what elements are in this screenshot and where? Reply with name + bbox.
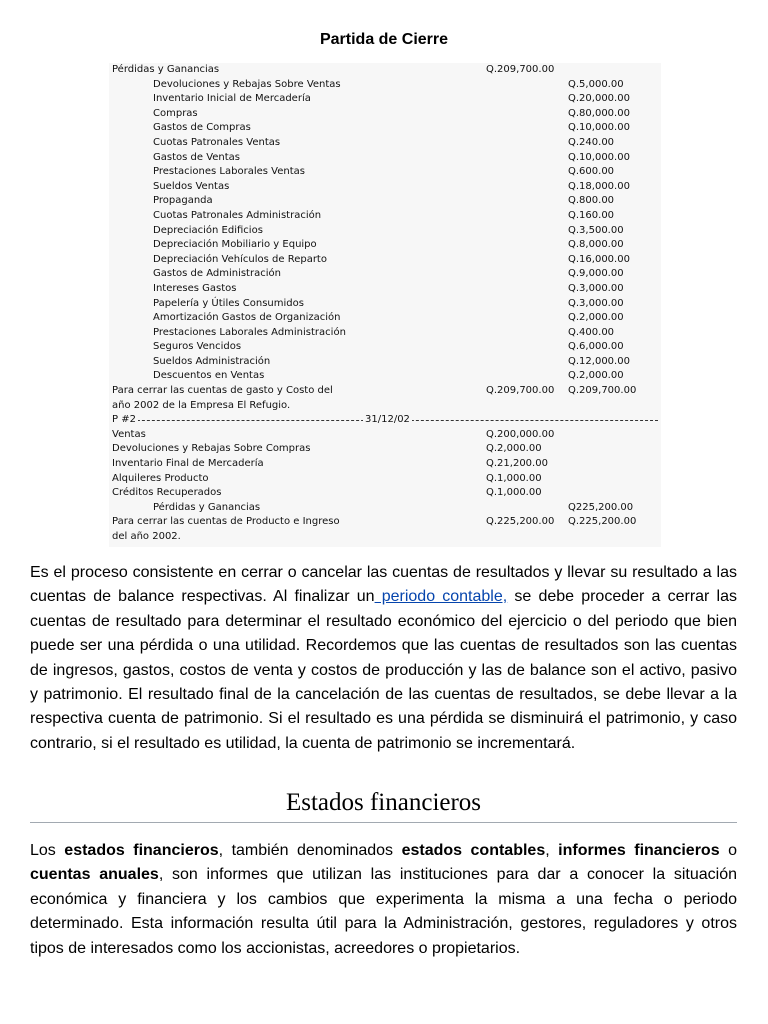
account-name: del año 2002. bbox=[112, 531, 181, 542]
account-name: Gastos de Administración bbox=[153, 268, 281, 280]
journal-row bbox=[109, 472, 661, 487]
debit-amount: Q.209,700.00 bbox=[486, 64, 555, 75]
account-name: Pérdidas y Ganancias bbox=[112, 64, 220, 75]
journal-row bbox=[109, 267, 661, 282]
account-name: Depreciación Vehículos de Reparto bbox=[153, 253, 327, 265]
credit-amount: Q225,200.00 bbox=[568, 501, 634, 513]
term-cuentas-anuales: cuentas anuales bbox=[30, 866, 159, 884]
credit-amount: Q.3,500.00 bbox=[568, 224, 624, 236]
account-name: Devoluciones y Rebajas Sobre Ventas bbox=[153, 78, 341, 90]
account-name: año 2002 de la Empresa El Refugio. bbox=[112, 399, 291, 411]
credit-amount: Q.20,000.00 bbox=[568, 93, 630, 105]
account-name: Compras bbox=[153, 107, 198, 119]
account-name: Para cerrar las cuentas de gasto y Costo del bbox=[112, 385, 333, 397]
journal-row bbox=[109, 311, 661, 326]
credit-amount: Q.209,700.00 bbox=[568, 385, 637, 397]
journal-row bbox=[109, 384, 661, 399]
journal-row bbox=[109, 515, 661, 530]
account-name: Sueldos Ventas bbox=[153, 180, 230, 192]
credit-amount: Q.225,200.00 bbox=[568, 516, 637, 528]
account-name: Depreciación Edificios bbox=[153, 224, 263, 236]
section-heading: Estados financieros bbox=[285, 789, 482, 816]
account-name: Créditos Recuperados bbox=[112, 487, 222, 499]
journal-row bbox=[109, 136, 661, 151]
journal-row bbox=[109, 340, 661, 355]
credit-amount: Q.16,000.00 bbox=[568, 253, 630, 265]
journal-row bbox=[109, 282, 661, 297]
periodo-contable-link[interactable]: periodo contable, bbox=[374, 588, 508, 606]
journal-row bbox=[109, 428, 661, 443]
debit-amount: Q.209,700.00 bbox=[486, 385, 555, 397]
account-name: Sueldos Administración bbox=[153, 355, 271, 367]
para2-text-4: o bbox=[719, 842, 738, 859]
journal-row bbox=[109, 486, 661, 501]
debit-amount: Q.1,000.00 bbox=[486, 472, 542, 484]
journal-rows-closing-expenses bbox=[109, 63, 661, 413]
account-name: Seguros Vencidos bbox=[153, 341, 242, 353]
account-name: Devoluciones y Rebajas Sobre Compras bbox=[112, 443, 311, 455]
para2-text-2: , también denominados bbox=[218, 842, 402, 859]
closing-entry-paragraph bbox=[30, 561, 737, 756]
journal-row bbox=[109, 297, 661, 312]
credit-amount: Q.400.00 bbox=[568, 326, 615, 338]
credit-amount: Q.2,000.00 bbox=[568, 312, 624, 324]
debit-amount: Q.1,000.00 bbox=[486, 487, 542, 499]
journal-row bbox=[109, 399, 661, 414]
credit-amount: Q.10,000.00 bbox=[568, 122, 630, 134]
term-estados-financieros: estados financieros bbox=[64, 842, 219, 859]
credit-amount: Q.800.00 bbox=[568, 195, 615, 207]
credit-amount: Q.80,000.00 bbox=[568, 107, 630, 119]
journal-row bbox=[109, 121, 661, 136]
para2-text-5: , son informes que utilizan las instituciones para dar a conocer la situación económica y financiera y los cambios que experimenta la misma a una fecha o periodo determinado. Esta información resulta útil para la Administración, gestores, reguladores y otros tipos de interesados como los accionistas, acreedores o propietarios. bbox=[30, 866, 737, 957]
journal-row bbox=[109, 501, 661, 516]
journal-row bbox=[109, 63, 661, 78]
journal-row bbox=[109, 238, 661, 253]
journal-row bbox=[109, 457, 661, 472]
journal-separator bbox=[109, 413, 661, 428]
journal-row bbox=[109, 442, 661, 457]
account-name: Prestaciones Laborales Administración bbox=[153, 326, 346, 338]
account-name: Cuotas Patronales Administración bbox=[153, 209, 322, 221]
journal-row bbox=[109, 151, 661, 166]
journal-rows-closing-income bbox=[109, 428, 661, 545]
term-estados-contables: estados contables bbox=[401, 842, 546, 859]
account-name: Pérdidas y Ganancias bbox=[153, 501, 261, 513]
para1-text-start: Es el proceso consistente en cerrar o cancelar las cuentas de resultados y llevar su resultado a las cuentas de balance respectivas. Al finalizar un bbox=[30, 564, 737, 606]
journal-row bbox=[109, 107, 661, 122]
financial-statements-paragraph bbox=[30, 839, 737, 961]
credit-amount: Q.160.00 bbox=[568, 209, 615, 221]
journal-row bbox=[109, 92, 661, 107]
credit-amount: Q.6,000.00 bbox=[568, 341, 624, 353]
account-name: Alquileres Producto bbox=[112, 472, 209, 484]
journal-row bbox=[109, 530, 661, 545]
entry-date: 31/12/02 bbox=[363, 413, 412, 428]
para2-text-1: Los bbox=[30, 842, 65, 859]
account-name: Ventas bbox=[112, 428, 146, 440]
credit-amount: Q.3,000.00 bbox=[568, 297, 624, 309]
account-name: Inventario Final de Mercadería bbox=[112, 458, 264, 470]
journal-row bbox=[109, 180, 661, 195]
credit-amount: Q.9,000.00 bbox=[568, 268, 624, 280]
credit-amount: Q.10,000.00 bbox=[568, 151, 630, 163]
account-name: Gastos de Compras bbox=[153, 122, 251, 134]
document-title: Partida de Cierre bbox=[319, 31, 449, 48]
debit-amount: Q.2,000.00 bbox=[486, 443, 542, 455]
credit-amount: Q.12,000.00 bbox=[568, 355, 630, 367]
journal-row bbox=[109, 326, 661, 341]
journal-row bbox=[109, 209, 661, 224]
account-name: Para cerrar las cuentas de Producto e Ingreso bbox=[112, 516, 340, 528]
account-name: Descuentos en Ventas bbox=[153, 370, 265, 382]
debit-amount: Q.200,000.00 bbox=[486, 428, 555, 440]
account-name: Cuotas Patronales Ventas bbox=[153, 136, 281, 148]
entry-number: P #2 bbox=[112, 413, 138, 428]
journal-row bbox=[109, 253, 661, 268]
term-informes-financieros: informes financieros bbox=[558, 842, 720, 859]
journal-row bbox=[109, 165, 661, 180]
journal-row bbox=[109, 194, 661, 209]
journal-row bbox=[109, 369, 661, 384]
journal-row bbox=[109, 224, 661, 239]
account-name: Amortización Gastos de Organización bbox=[153, 312, 341, 324]
heading-divider bbox=[30, 822, 737, 823]
account-name: Papelería y Útiles Consumidos bbox=[153, 297, 304, 309]
credit-amount: Q.8,000.00 bbox=[568, 239, 624, 251]
journal-entry-table bbox=[109, 63, 661, 547]
account-name: Prestaciones Laborales Ventas bbox=[153, 166, 305, 178]
para2-text-3: , bbox=[545, 842, 559, 859]
account-name: Propaganda bbox=[153, 195, 213, 207]
account-name: Gastos de Ventas bbox=[153, 151, 241, 163]
account-name: Intereses Gastos bbox=[153, 282, 237, 294]
account-name: Inventario Inicial de Mercadería bbox=[153, 93, 311, 105]
credit-amount: Q.5,000.00 bbox=[568, 78, 624, 90]
credit-amount: Q.2,000.00 bbox=[568, 370, 624, 382]
credit-amount: Q.600.00 bbox=[568, 166, 615, 178]
credit-amount: Q.240.00 bbox=[568, 136, 615, 148]
credit-amount: Q.18,000.00 bbox=[568, 180, 630, 192]
debit-amount: Q.21,200.00 bbox=[486, 458, 548, 470]
journal-row bbox=[109, 355, 661, 370]
journal-row bbox=[109, 78, 661, 93]
account-name: Depreciación Mobiliario y Equipo bbox=[153, 239, 317, 251]
debit-amount: Q.225,200.00 bbox=[486, 516, 555, 528]
credit-amount: Q.3,000.00 bbox=[568, 282, 624, 294]
para1-text-end: se debe proceder a cerrar las cuentas de resultado para determinar el resultado económico del ejercicio o del periodo que bien puede ser una pérdida o una utilidad. Recordemos que las cuentas de resultados son las cuentas de ingresos, gastos, costos de venta y costos de producción y las de balance son el activo, pasivo y patrimonio. El resultado final de la cancelación de las cuentas de resultados, se debe llevar a la respectiva cuenta de patrimonio. Si el resultado es una pérdida se disminuirá el patrimonio, y caso contrario, si el resultado es utilidad, la cuenta de patrimonio se incrementará. bbox=[30, 588, 737, 752]
